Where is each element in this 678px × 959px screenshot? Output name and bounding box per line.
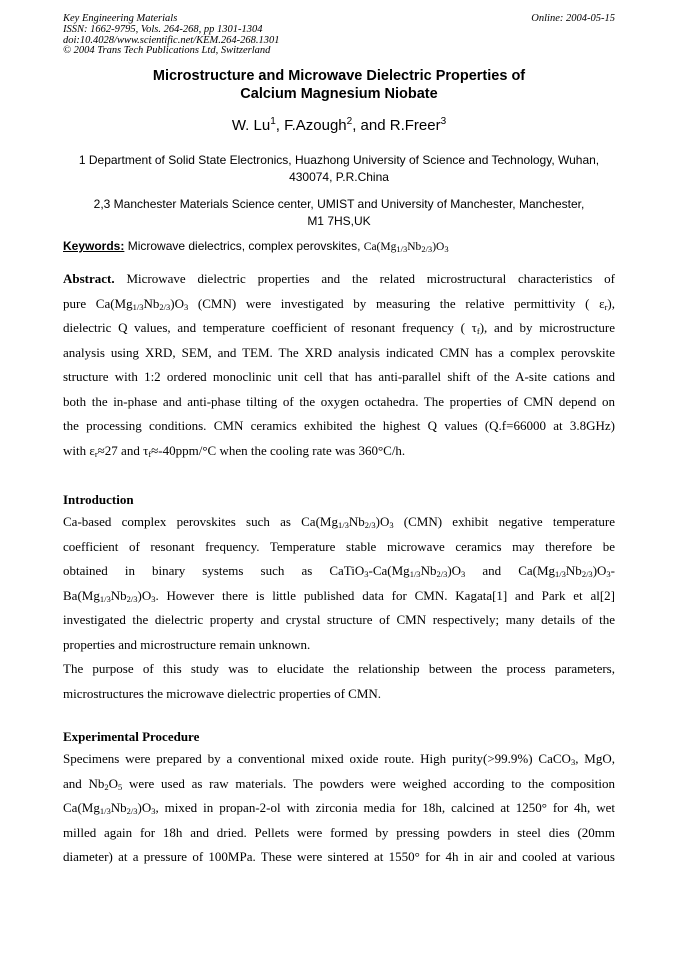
intro-line: The purpose of this study was to elucidate the relationship between the process parameters,: [63, 661, 615, 676]
journal-issn: ISSN: 1662-9795, Vols. 264-268, pp 1301-1304: [63, 23, 263, 35]
keywords-text: Microwave dielectrics, complex perovskites,: [124, 239, 364, 253]
title-line-1: Microstructure and Microwave Dielectric Properties of: [152, 68, 526, 84]
experimental-line: $Ca(Mg_{1/3}Nb_{2/3})O_3$, mixed in propan-2-ol with zirconia media for 18h, calcined at 1250° for 4h, wet: [63, 800, 615, 816]
journal-copyright: © 2004 Trans Tech Publications Ltd, Switzerland: [63, 45, 271, 57]
experimental-line: diameter) at a pressure of 100MPa. These were sintered at 1550° for 4h in air and cooled at various: [63, 849, 615, 864]
title-line-2: Calcium Magnesium Niobate: [240, 86, 438, 102]
abstract-line: Abstract. Microwave dielectric properties and the related microstructural characteristics of: [63, 271, 615, 286]
experimental-line: milled again for 18h and dried. Pellets were formed by pressing powders in steel dies (20mm: [63, 824, 615, 840]
author-2-affil: 2: [346, 116, 353, 127]
abstract-line: the processing conditions. CMN ceramics exhibited the highest Q values (Q.f=66000 at 3.8GHz): [63, 418, 615, 433]
affiliation-1-line-2: 430074, P.R.China: [289, 170, 389, 184]
abstract-label: Abstract.: [63, 271, 115, 286]
intro-line: properties and microstructure remain unknown.: [63, 636, 311, 652]
journal-doi: doi:10.4028/www.scientific.net/KEM.264-268.1301: [63, 34, 280, 46]
section-heading-experimental: Experimental Procedure: [63, 729, 200, 744]
intro-line: microstructures the microwave dielectric properties of CMN.: [63, 685, 382, 701]
abstract-line: with $\varepsilon_r\approx 27$ and $\tau_f\approx-40ppm/^\circ C$ when the cooling rate was 360°C/h.: [63, 442, 406, 459]
intro-line: investigated the dielectric property and crystal structure of CMN respectively; many details of the: [63, 612, 615, 627]
author-1: W. Lu: [231, 117, 271, 134]
abstract-line: analysis using XRD, SEM, and TEM. The XRD analysis indicated CMN has a complex perovskite: [63, 344, 615, 360]
intro-line: Ca-based complex perovskites such as $Ca(Mg_{1/3}Nb_{2/3})O_3$ (CMN) exhibit negative temperature: [63, 514, 615, 530]
intro-line: coefficient of resonant frequency. Temperature stable microwave ceramics may therefore be: [63, 538, 615, 554]
online-date: Online: 2004-05-15: [531, 13, 615, 24]
abstract: [63, 267, 615, 463]
affiliation-2: [63, 196, 615, 230]
keywords-label: Keywords:: [63, 239, 125, 253]
author-2: , F.Azough: [275, 117, 347, 134]
intro-line: obtained in binary systems such as $CaTiO_3-Ca(Mg_{1/3}Nb_{2/3})O_3$ and $Ca(Mg_{1/3}Nb_{2/3})O_3-$: [63, 563, 615, 579]
introduction-text: [63, 510, 615, 706]
author-1-affil: 1: [270, 116, 276, 127]
affiliation-1: [63, 152, 615, 186]
affiliation-1-line-1: 1 Department of Solid State Electronics, Huazhong University of Science and Technology, Wuhan,: [78, 153, 600, 167]
abstract-line: dielectric Q values, and temperature coefficient of resonant frequency ( $\tau_f$), and by microstructure: [63, 320, 615, 336]
abstract-line: pure $Ca(Mg_{1/3}Nb_{2/3})O_3$ (CMN) were investigated by measuring the relative permittivity ( $\varepsilon_r$),: [63, 295, 615, 312]
experimental-text: [63, 747, 615, 870]
keywords: [63, 238, 615, 256]
intro-line: $Ba(Mg_{1/3}Nb_{2/3})O_3$. However there is little published data for CMN. Kagata[1] and Park et al[2]: [63, 587, 615, 604]
affiliation-2-line-2: M1 7HS,UK: [307, 214, 371, 228]
experimental-line: Specimens were prepared by a conventional mixed oxide route. High purity(>99.9%) CaCO$_3$, MgO,: [63, 751, 615, 767]
journal-name: Key Engineering Materials: [63, 13, 178, 24]
keywords-formula: $Ca(Mg_{1/3}Nb_{2/3})O_3$: [363, 241, 449, 254]
section-heading-introduction: Introduction: [63, 492, 134, 507]
abstract-line: structure with 1:2 ordered monoclinic unit cell that has anti-parallel shift of the A-site cations and: [63, 369, 615, 384]
affiliation-2-line-1: 2,3 Manchester Materials Science center, UMIST and University of Manchester, Manchester,: [93, 197, 585, 211]
paper-title: [63, 67, 615, 103]
abstract-line: both the in-phase and anti-phase tilting of the oxygen octahedra. The properties of CMN depend on: [63, 393, 615, 409]
author-3: , and R.Freer: [352, 117, 441, 134]
experimental-line: and $Nb_2O_5$ were used as raw materials. The powders were weighed according to the composition: [63, 775, 615, 792]
author-3-affil: 3: [440, 116, 447, 127]
journal-header: [63, 14, 615, 57]
author-list: [63, 117, 615, 135]
